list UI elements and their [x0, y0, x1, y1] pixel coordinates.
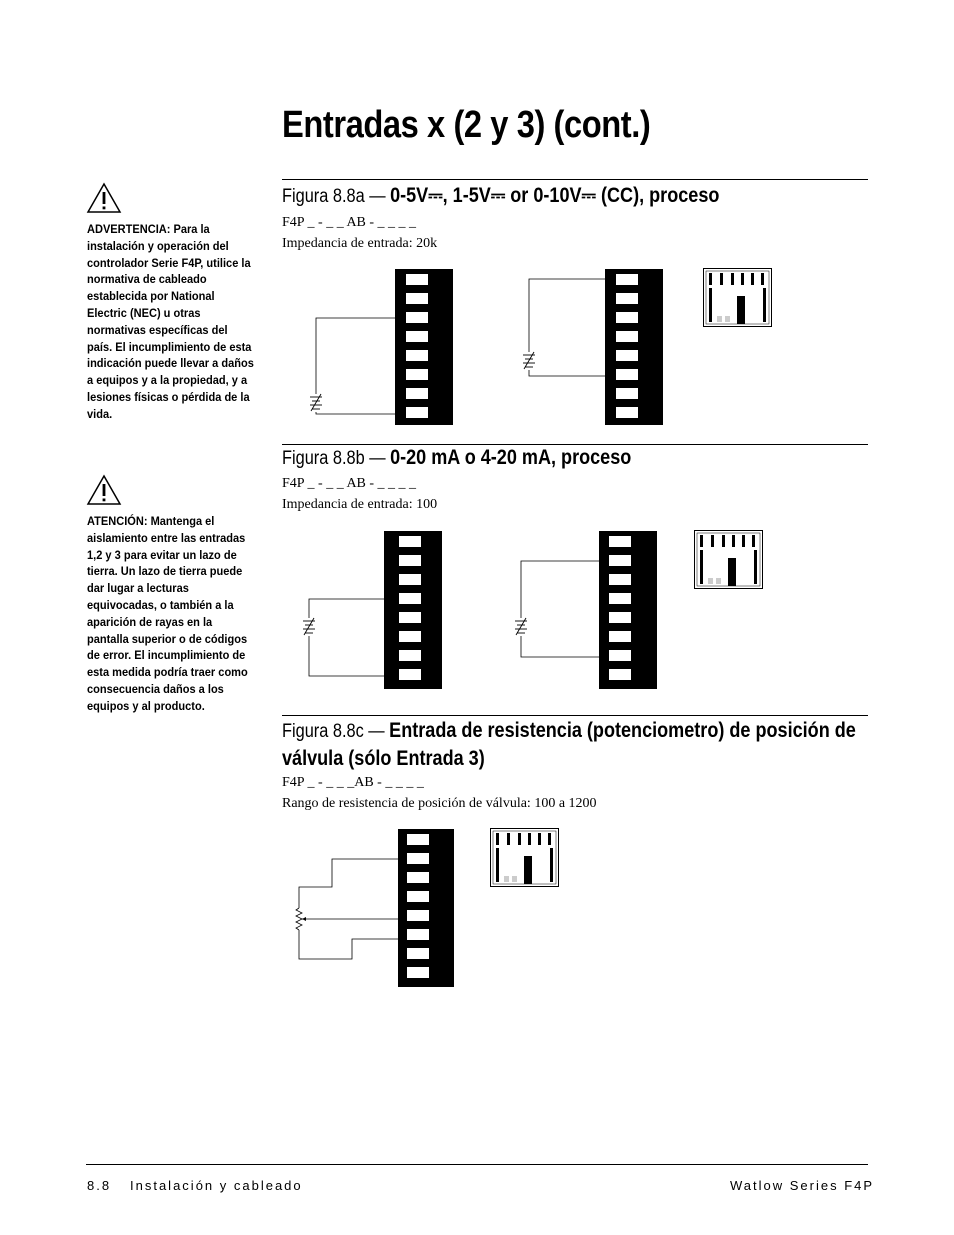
figure-c-diagram [290, 828, 460, 990]
figure-c-heading [282, 717, 867, 772]
page-title: Entradas x (2 y 3) (cont.) [282, 104, 651, 146]
figure-b-prefix: Figura 8.8b — [282, 448, 391, 469]
controller-back-panel-icon [703, 268, 773, 328]
warning-triangle-icon [86, 182, 122, 214]
figure-a-title-part2: , 1-5V [442, 184, 491, 207]
figure-a-title-part4: (CC), proceso [595, 184, 720, 207]
figure-c-model: F4P _ - _ _ _AB - _ _ _ _ [282, 775, 424, 790]
dc-symbol-icon: ⎓ [428, 184, 443, 207]
dc-symbol-icon: ⎓ [581, 184, 596, 207]
figure-a-diagram-1 [300, 266, 460, 428]
figure-a-note: Impedancia de entrada: 20k [282, 236, 438, 251]
figure-c-title: Entrada de resistencia (potenciometro) de posición de válvula (sólo Entrada 3) [282, 719, 856, 770]
figure-a-heading [282, 184, 719, 208]
footer-rule [86, 1164, 868, 1165]
footer-chapter: Instalación y cableado [130, 1178, 303, 1193]
dc-symbol-icon: ⎓ [490, 184, 506, 207]
figure-a-diagram-2 [510, 266, 670, 428]
figure-b-title: 0-20 mA o 4-20 mA, proceso [390, 446, 632, 469]
figure-a-prefix: Figura 8.8a — [282, 186, 391, 207]
section-rule-b [282, 444, 868, 445]
figure-c-prefix: Figura 8.8c — [282, 721, 390, 742]
figure-a-title-part3: or 0-10V [505, 184, 582, 207]
figure-b-diagram-1 [295, 530, 455, 692]
figure-b-diagram-2 [505, 530, 665, 692]
warning-text: ADVERTENCIA: Para la instalación y operación del controlador Serie F4P, utilice la normativa de cableado establecida por National Electric (NEC) u otras normativas específicas del país. El incumplimiento de esta indicación puede llevar a daños a equipos y a la propiedad, y a lesiones físicas o pérdida de la vida. [87, 222, 254, 421]
caution-text: ATENCIÓN: Mantenga el aislamiento entre las entradas 1,2 y 3 para evitar un lazo de tierra. Un lazo de tierra puede dar lugar a lecturas equivocadas, o también a la aparición de rayas en la pantalla superior o de códigos de error. El incumplimiento de esta medida podría traer como consecuencia daños a los equipos y al producto. [87, 514, 248, 713]
section-rule-a [282, 179, 868, 180]
figure-b-note: Impedancia de entrada: 100 [282, 497, 438, 512]
footer-section: 8.8 [87, 1178, 112, 1193]
figure-b-model: F4P _ - _ _ AB - _ _ _ _ [282, 476, 417, 491]
figure-b-heading [282, 446, 631, 470]
section-rule-c [282, 715, 868, 716]
controller-back-panel-icon [694, 530, 764, 590]
figure-a-title-part1: 0-5V [390, 184, 429, 207]
figure-a-model: F4P _ - _ _ AB - _ _ _ _ [282, 215, 417, 230]
caution-triangle-icon [86, 474, 122, 506]
footer-product: Watlow Series F4P [730, 1178, 875, 1193]
controller-back-panel-icon [490, 828, 560, 888]
figure-c-note: Rango de resistencia de posición de válvula: 100 a 1200 [282, 796, 597, 811]
